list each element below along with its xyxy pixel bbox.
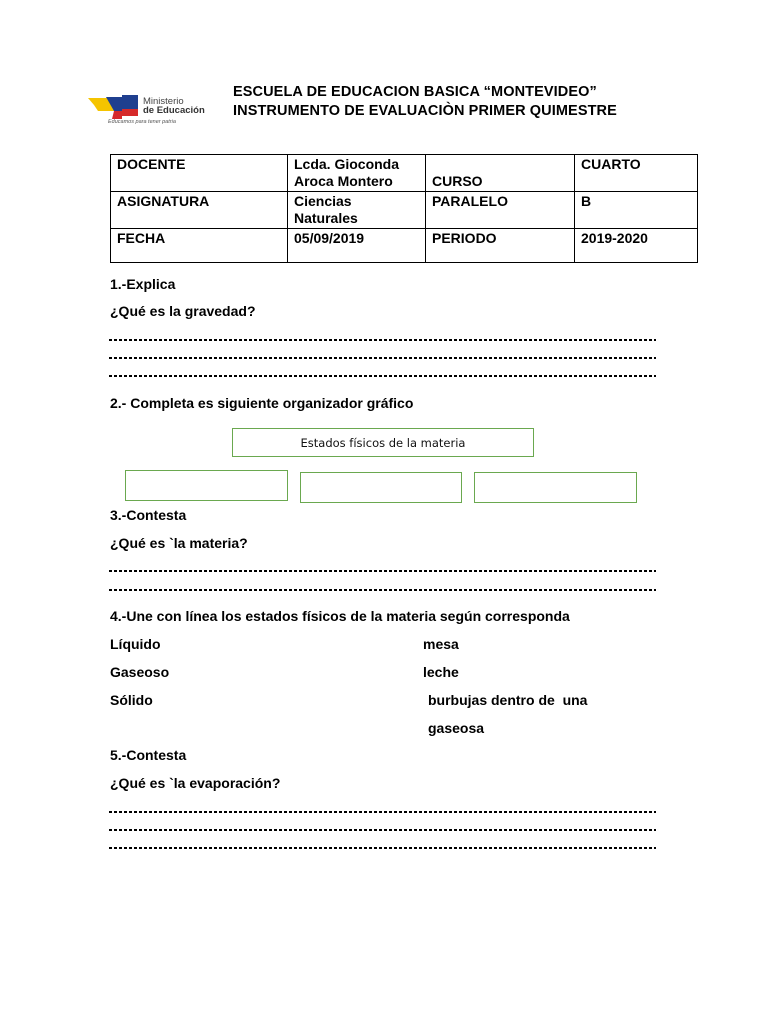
q2-heading: 2.- Completa es siguiente organizador gráfico: [110, 395, 414, 411]
match-item: mesa: [423, 636, 459, 652]
logo-line-1: Ministerio: [143, 96, 184, 107]
q5-prompt: ¿Qué es `la evaporación?: [110, 775, 281, 791]
instrument-title: INSTRUMENTO DE EVALUACIÒN PRIMER QUIMESTRE: [233, 103, 617, 119]
answer-line[interactable]: [109, 570, 656, 572]
organizer-blank-box[interactable]: [125, 470, 288, 501]
table-row: [111, 229, 698, 263]
organizer-title-box: Estados físicos de la materia: [232, 428, 534, 457]
table-cell: B: [575, 192, 698, 229]
answer-line[interactable]: [109, 589, 656, 591]
q4-heading: 4.-Une con línea los estados físicos de la materia según corresponda: [110, 608, 570, 624]
answer-line[interactable]: [109, 847, 656, 849]
answer-line[interactable]: [109, 339, 656, 341]
table-cell: DOCENTE: [111, 155, 288, 192]
table-cell: Ciencias Naturales: [288, 192, 426, 229]
q3-prompt: ¿Qué es `la materia?: [110, 535, 248, 551]
match-item: leche: [423, 664, 459, 680]
table-cell: 05/09/2019: [288, 229, 426, 263]
table-cell: ASIGNATURA: [111, 192, 288, 229]
school-name: ESCUELA DE EDUCACION BASICA “MONTEVIDEO”: [233, 84, 597, 100]
state-item: Gaseoso: [110, 664, 170, 680]
logo-line-2: de Educación: [143, 105, 205, 116]
answer-line[interactable]: [109, 829, 656, 831]
organizer-blank-box[interactable]: [300, 472, 462, 503]
table-cell: CUARTO: [575, 155, 698, 192]
answer-line[interactable]: [109, 357, 656, 359]
table-row: [111, 192, 698, 229]
table-cell: FECHA: [111, 229, 288, 263]
q1-heading: 1.-Explica: [110, 276, 176, 292]
q1-prompt: ¿Qué es la gravedad?: [110, 303, 256, 319]
answer-line[interactable]: [109, 375, 656, 377]
table-cell: CURSO: [426, 155, 575, 192]
table-cell: 2019-2020: [575, 229, 698, 263]
logo-tagline: Educamos para tener patria: [108, 119, 176, 125]
organizer-blank-box[interactable]: [474, 472, 637, 503]
answer-line[interactable]: [109, 811, 656, 813]
match-item: gaseosa: [428, 720, 485, 736]
table-cell: PERIODO: [426, 229, 575, 263]
match-item: burbujas dentro de una: [428, 692, 588, 708]
table-cell: PARALELO: [426, 192, 575, 229]
table-row: [111, 155, 698, 192]
info-table: [110, 154, 698, 263]
q3-heading: 3.-Contesta: [110, 507, 187, 523]
q5-heading: 5.-Contesta: [110, 747, 187, 763]
ministry-logo: [88, 92, 228, 128]
state-item: Líquido: [110, 636, 161, 652]
table-cell: Lcda. Gioconda Aroca Montero: [288, 155, 426, 192]
state-item: Sólido: [110, 692, 153, 708]
